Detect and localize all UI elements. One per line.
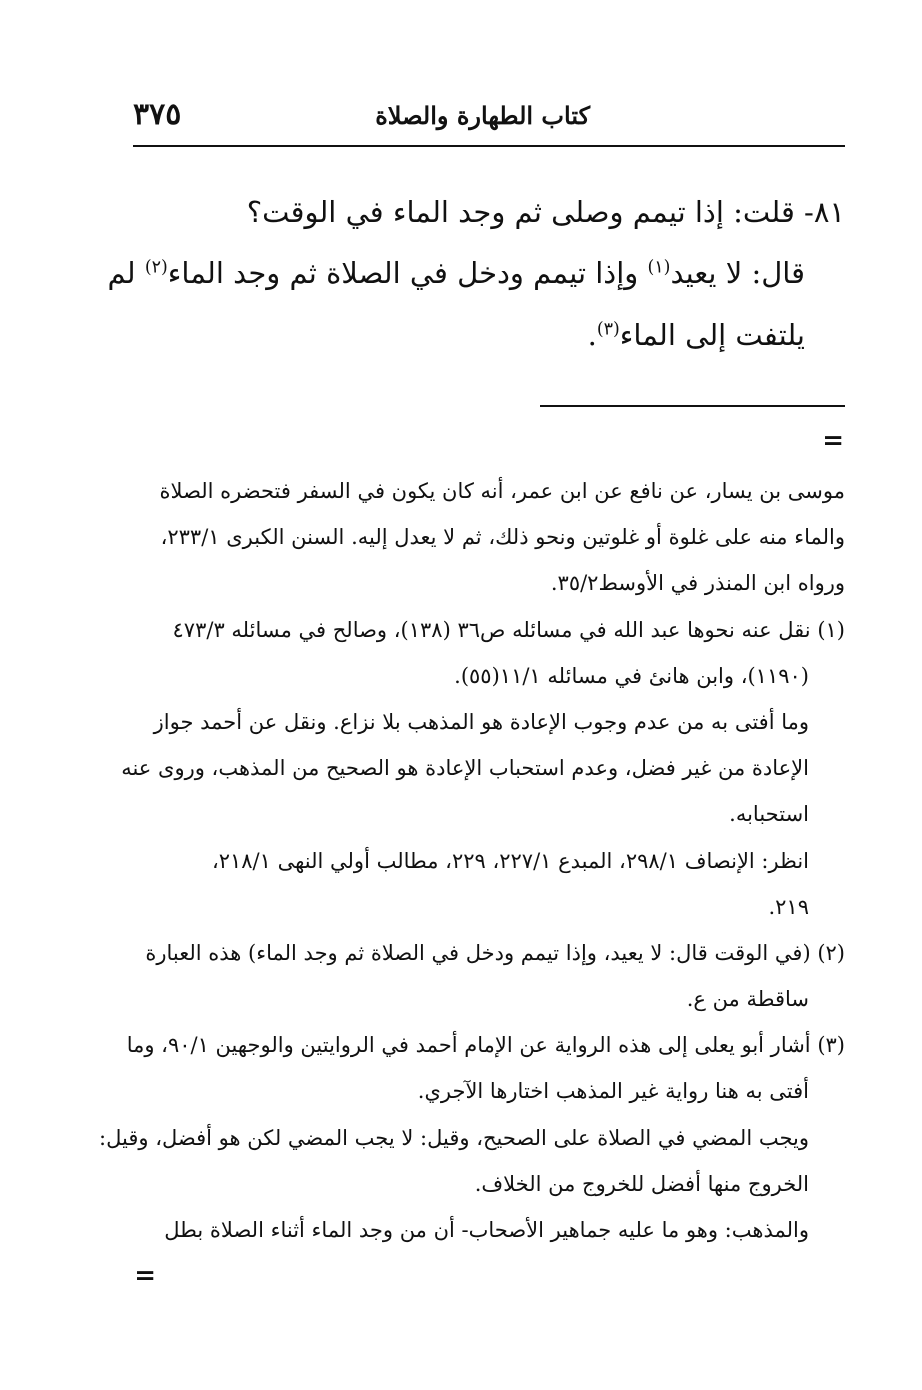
footnote-1-line: (١١٩٠)، وابن هانئ في مسائله ١١/١(٥٥). bbox=[454, 663, 809, 688]
footnote-ref-1: (١) bbox=[647, 257, 671, 278]
header-rule bbox=[133, 145, 845, 147]
answer-text: قال: لا يعيد bbox=[670, 256, 805, 290]
footnote-1-line: استحبابه. bbox=[729, 802, 809, 827]
footnote-2-line: (٢) (في الوقت قال: لا يعيد، وإذا تيمم ودخل في الصلاة ثم وجد الماء) هذه العبارة bbox=[145, 940, 845, 965]
answer-line-1 bbox=[107, 242, 845, 304]
footnote-3-line: ويجب المضي في الصلاة على الصحيح، وقيل: لا يجب المضي لكن هو أفضل، وقيل: bbox=[99, 1125, 809, 1150]
answer-text: . bbox=[587, 318, 597, 352]
footnote-3-line: الخروج منها أفضل للخروج من الخلاف. bbox=[474, 1171, 809, 1196]
footnote-1-line: وما أفتى به من عدم وجوب الإعادة هو المذهب بلا نزاع. ونقل عن أحمد جواز bbox=[153, 709, 809, 734]
continuation-mark-bottom: = bbox=[134, 1261, 156, 1291]
footnote-line: ورواه ابن المنذر في الأوسط٣٥/٢. bbox=[550, 571, 845, 596]
footnote-line: موسى بن يسار، عن نافع عن ابن عمر، أنه كان يكون في السفر فتحضره الصلاة bbox=[159, 479, 845, 503]
footnote-1-line: ٢١٩. bbox=[768, 894, 809, 919]
footnote-ref-3: (٣) bbox=[596, 319, 620, 340]
footnote-1-line: الإعادة من غير فضل، وعدم استحباب الإعادة هو الصحيح من المذهب، وروى عنه bbox=[121, 756, 809, 781]
question-81: ٨١- قلت: إذا تيمم وصلى ثم وجد الماء في الوقت؟ bbox=[246, 195, 845, 229]
footnote-ref-2: (٢) bbox=[144, 257, 168, 278]
answer-text: يلتفت إلى الماء bbox=[619, 318, 805, 352]
footnotes bbox=[99, 468, 845, 1253]
footnote-3-line: أفتى به هنا رواية غير المذهب اختارها الآجري. bbox=[417, 1079, 809, 1104]
footnote-3-line: والمذهب: وهو ما عليه جماهير الأصحاب- أن من وجد الماء أثناء الصلاة بطل bbox=[164, 1218, 809, 1242]
footnote-3-line: (٣) أشار أبو يعلى إلى هذه الرواية عن الإمام أحمد في الروايتين والوجهين ٩٠/١، وما bbox=[126, 1033, 845, 1058]
main-text bbox=[107, 182, 845, 366]
footnote-line: والماء منه على غلوة أو غلوتين ونحو ذلك، ثم لا يعدل إليه. السنن الكبرى ٢٣٣/١، bbox=[160, 525, 845, 550]
answer-line-2 bbox=[133, 304, 845, 366]
page-header bbox=[133, 95, 845, 139]
answer-text: وإذا تيمم ودخل في الصلاة ثم وجد الماء bbox=[167, 256, 648, 290]
footnote-1-line: انظر: الإنصاف ٢٩٨/١، المبدع ٢٢٧/١، ٢٢٩، مطالب أولي النهى ٢١٨/١، bbox=[211, 848, 809, 873]
page-number: ٣٧٥ bbox=[133, 97, 182, 132]
footnote-separator bbox=[540, 405, 845, 407]
continuation-mark-top: = bbox=[822, 426, 844, 456]
answer-text: لم bbox=[107, 256, 145, 290]
footnote-1-line: (١) نقل عنه نحوها عبد الله في مسائله ص٣٦ (١٣٨)، وصالح في مسائله ٤٧٣/٣ bbox=[172, 617, 845, 642]
footnote-2-line: ساقطة من ع. bbox=[686, 987, 809, 1012]
running-title: كتاب الطهارة والصلاة bbox=[375, 101, 590, 130]
